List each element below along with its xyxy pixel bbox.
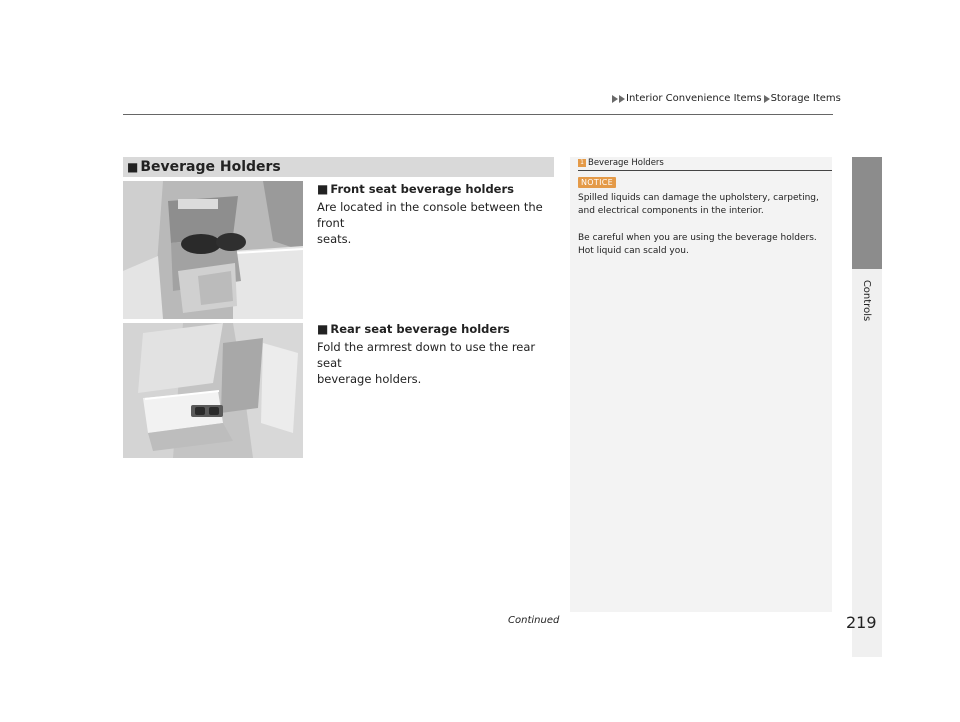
front-holders-title: Front seat beverage holders — [330, 182, 515, 197]
note-line: Be careful when you are using the beverage holders. — [578, 233, 817, 243]
rear-holders-text — [317, 339, 553, 387]
continued-label: Continued — [508, 615, 560, 626]
front-holders-text — [317, 199, 553, 247]
note-rule — [578, 170, 832, 171]
square-bullet-icon: ■ — [317, 182, 329, 196]
body-line: Fold the armrest down to use the rear seat — [317, 339, 536, 370]
front-console-image — [123, 181, 303, 319]
front-holders-block — [317, 182, 553, 247]
notice-paragraph-2 — [578, 232, 828, 258]
section-heading-bar — [123, 157, 554, 177]
front-holders-heading — [317, 182, 553, 198]
chapter-tab-controls[interactable] — [852, 270, 882, 330]
breadcrumb-item-interior[interactable]: Interior Convenience Items — [626, 93, 762, 104]
note-line: and electrical components in the interior. — [578, 206, 764, 216]
body-line: beverage holders. — [317, 371, 422, 386]
rear-holders-title: Rear seat beverage holders — [330, 322, 510, 337]
chapter-tab-marker — [852, 157, 882, 269]
section-title: Beverage Holders — [140, 159, 281, 175]
note-line: Spilled liquids can damage the upholstery, carpeting, — [578, 193, 819, 203]
header-rule — [123, 114, 833, 115]
chapter-tab-label: Controls — [861, 279, 873, 321]
rear-holders-block — [317, 322, 553, 387]
rear-armrest-image — [123, 323, 303, 458]
note-reference — [578, 158, 664, 168]
note-title: Beverage Holders — [588, 158, 664, 168]
breadcrumb-arrow-icon — [619, 95, 625, 103]
notes-panel — [570, 157, 832, 612]
reference-icon: 1 — [578, 159, 586, 167]
page-number: 219 — [846, 613, 877, 632]
notice-badge: NOTICE — [578, 177, 616, 188]
body-line: seats. — [317, 231, 352, 246]
square-bullet-icon: ■ — [317, 322, 329, 336]
note-line: Hot liquid can scald you. — [578, 246, 689, 256]
breadcrumb-item-storage[interactable]: Storage Items — [770, 93, 841, 104]
rear-holders-heading — [317, 322, 553, 338]
body-line: Are located in the console between the front — [317, 199, 543, 230]
square-bullet-icon: ■ — [127, 160, 139, 174]
notice-paragraph-1 — [578, 192, 828, 218]
breadcrumb-arrow-icon — [764, 95, 770, 103]
breadcrumb-arrow-icon — [612, 95, 618, 103]
breadcrumb — [612, 93, 841, 104]
